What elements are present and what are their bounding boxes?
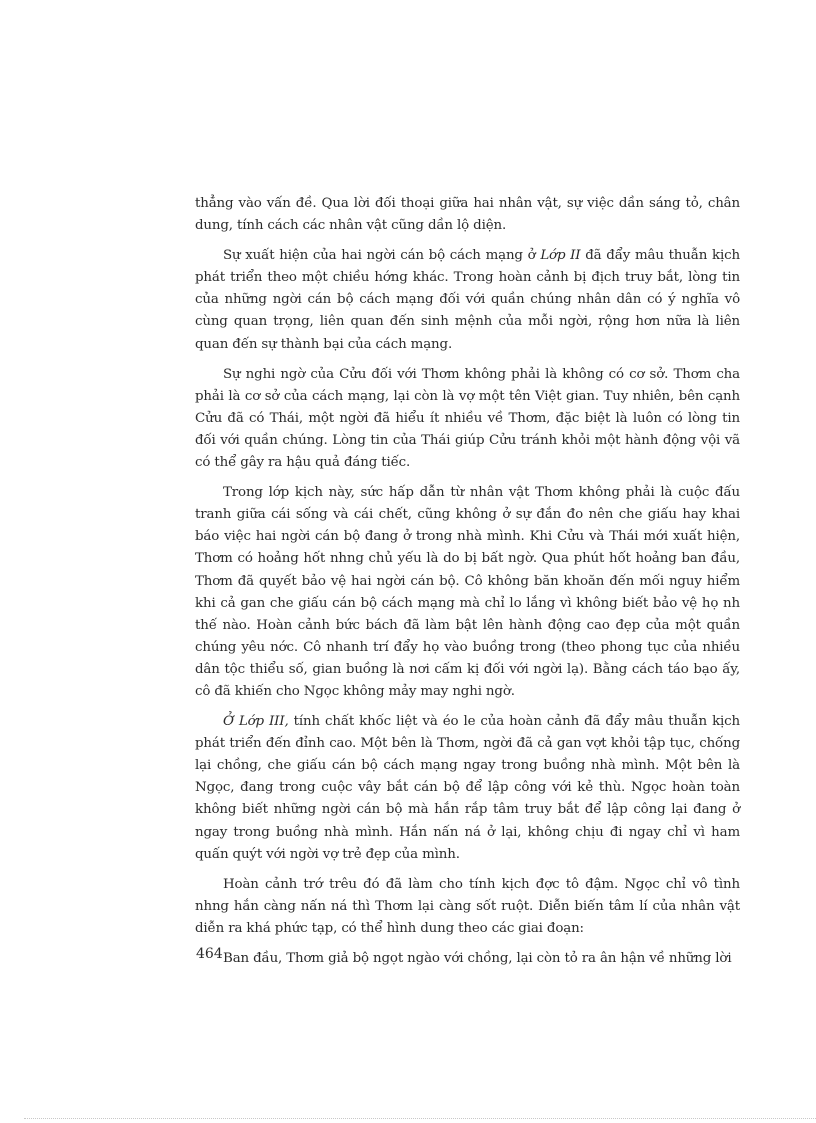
paragraph: Trong lớp kịch này, sức hấp dẫn từ nhân vật Thơm không phải là cuộc đấu tranh giữa cái sống và cái chết, cũng không ở sự đắn đo nên che giấu hay khai báo việc hai ngời cán bộ đang ở trong nhà mình. Khi Cửu và Thái mới xuất hiện, Thơm có hoảng hốt nhng chủ yếu là do bị bất ngờ. Qua phút hốt hoảng ban đầu, Thơm đã quyết bảo vệ hai ngời cán bộ. Cô không băn khoăn đến mối nguy hiểm khi cả gan che giấu cán bộ cách mạng mà chỉ lo lắng vì không biết bảo vệ họ nh thế nào. Hoàn cảnh bức bách đã làm bật lên hành động cao đẹp của một quần chúng yêu nớc. Cô nhanh trí đẩy họ vào buồng trong (theo phong tục của nhiều dân tộc thiểu số, gian buồng là nơi cấm kị đối với ngời lạ). Bằng cách táo bạo ấy, cô đã khiến cho Ngọc không mảy may nghi ngờ. <box>195 485 740 699</box>
paragraph: thẳng vào vấn đề. Qua lời đối thoại giữa hai nhân vật, sự việc dần sáng tỏ, chân dung, tính cách các nhân vật cũng dần lộ diện. <box>195 196 740 234</box>
paragraph: Sự nghi ngờ của Cửu đối với Thơm không phải là không có cơ sở. Thơm cha phải là cơ sở của cách mạng, lại còn là vợ một tên Việt gian. Tuy nhiên, bên cạnh Cửu đã có Thái, một ngời đã hiểu ít nhiều về Thơm, đặc biệt là luôn có lòng tin đối với quần chúng. Lòng tin của Thái giúp Cửu tránh khỏi một hành động vội vã có thể gây ra hậu quả đáng tiếc. <box>195 366 740 471</box>
bottom-dotted-rule <box>24 1118 816 1119</box>
page-number: 464 <box>196 946 223 962</box>
paragraph: Sự xuất hiện của hai ngời cán bộ cách mạng ở Lớp II đã đẩy mâu thuẫn kịch phát triển theo một chiều hớng khác. Trong hoàn cảnh bị địch truy bắt, lòng tin của những ngời cán bộ cách mạng đối với quần chúng nhân dân có ý nghĩa vô cùng quan trọng, liên quan đến sinh mệnh của mỗi ngời, rộng hơn nữa là liên quan đến sự thành bại của cách mạng. <box>195 248 740 352</box>
emphasis-text: Lớp II <box>540 248 581 264</box>
paragraph: Hoàn cảnh trớ trêu đó đã làm cho tính kịch đợc tô đậm. Ngọc chỉ vô tình nhng hắn càng nấn ná thì Thơm lại càng sốt ruột. Diễn biến tâm lí của nhân vật diễn ra khá phức tạp, có thể hình dung theo các giai đoạn: <box>195 876 740 936</box>
emphasis-text: Ở Lớp III, <box>223 714 289 730</box>
paragraph: Ở Lớp III, tính chất khốc liệt và éo le của hoàn cảnh đã đẩy mâu thuẫn kịch phát triển đến đỉnh cao. Một bên là Thơm, ngời đã cả gan vợt khỏi tập tục, chống lại chồng, che giấu cán bộ cách mạng ngay trong buồng nhà mình. Một bên là Ngọc, đang trong cuộc vây bắt cán bộ để lập công với kẻ thù. Ngọc hoàn toàn không biết những ngời cán bộ mà hắn rắp tâm truy bắt để lập công lại đang ở ngay trong buồng nhà mình. Hắn nấn ná ở lại, không chịu đi ngay chỉ vì ham quấn quýt với ngời vợ trẻ đẹp của mình. <box>195 714 740 862</box>
paragraph: Ban đầu, Thơm giả bộ ngọt ngào với chồng, lại còn tỏ ra ân hận về những lời <box>223 951 732 966</box>
body-text <box>195 193 740 970</box>
